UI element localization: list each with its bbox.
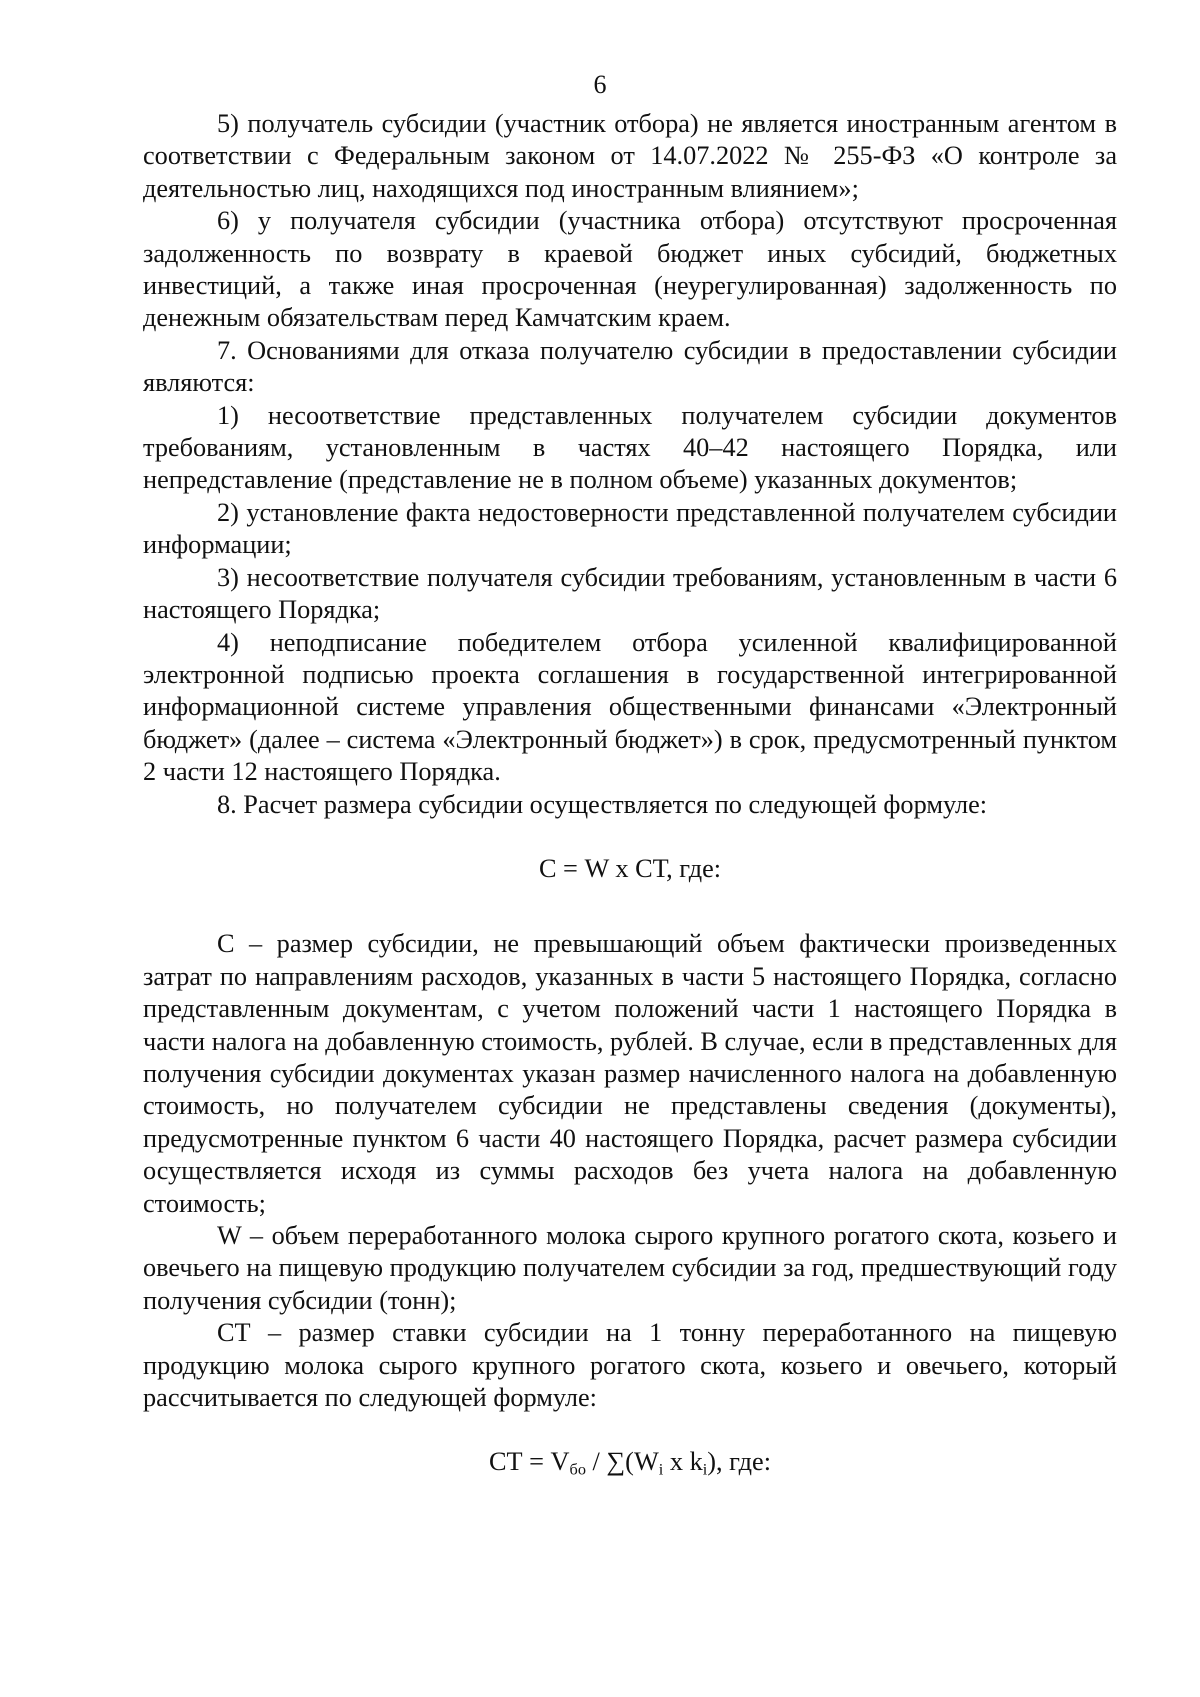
paragraph-section-7: 7. Основаниями для отказа получателю субсидии в предоставлении субсидии являются: [143, 335, 1117, 398]
formula-subsidy: С = W x СТ, где: [538, 853, 722, 883]
formula-rate [143, 1414, 1117, 1478]
document-body [143, 108, 1117, 1479]
paragraph-refusal-1: 1) несоответствие представленных получателем субсидии документов требованиям, установленным в частях 40–42 настоящего Порядка, или непредставление (представление не в полном объеме) указанных документов; [143, 400, 1117, 495]
paragraph-refusal-2: 2) установление факта недостоверности представленной получателем субсидии информации; [143, 497, 1117, 560]
formula-rate-mid: / ∑(W [585, 1447, 659, 1477]
formula-rate-lhs: СТ = V [488, 1447, 570, 1477]
formula-rate-sub-bo: бо [569, 1460, 586, 1479]
paragraph-definition-c: С – размер субсидии, не превышающий объем фактически произведенных затрат по направлениям расходов, указанных в части 5 настоящего Порядка, согласно представленным документам, с учетом положений части 1 настоящего Порядка в части налога на добавленную стоимость, рублей. В случае, если в представленных для получения субсидии документах указан размер начисленного налога на добавленную стоимость, но получателем субсидии не представлены сведения (документы), предусмотренные пунктом 6 части 40 настоящего Порядка, расчет размера субсидии осуществляется исходя из суммы расходов без учета налога на добавленную стоимость; [143, 929, 1118, 1218]
paragraph-refusal-3: 3) несоответствие получателя субсидии требованиям, установленным в части 6 настоящего Порядка; [143, 562, 1117, 625]
page-number: 6 [593, 70, 607, 99]
formula-rate-mid2: x k [663, 1447, 703, 1477]
paragraph-definition-w: W – объем переработанного молока сырого крупного рогатого скота, козьего и овечьего на пищевую продукцию получателем субсидии за год, предшествующий году получения субсидии (тонн); [143, 1221, 1117, 1315]
formula-rate-sub-i2: i [702, 1460, 708, 1479]
paragraph-item-6: 6) у получателя субсидии (участника отбора) отсутствуют просроченная задолженность по возврату в краевой бюджет иных субсидий, бюджетных инвестиций, а также иная просроченная (неурегулированная) задолженность по денежным обязательствам перед Камчатским краем. [143, 206, 1117, 333]
paragraph-definition-ct: СТ – размер ставки субсидии на 1 тонну переработанного на пищевую продукцию молока сырого крупного рогатого скота, козьего и овечьего, который рассчитывается по следующей формуле: [143, 1318, 1117, 1413]
paragraph-refusal-4: 4) неподписание победителем отбора усиленной квалифицированной электронной подписью проекта соглашения в государственной интегрированной информационной системе управления общественными финансами «Электронный бюджет» (далее – система «Электронный бюджет») в срок, предусмотренный пунктом 2 части 12 настоящего Порядка. [143, 627, 1117, 787]
formula-rate-tail: ), где: [707, 1447, 772, 1477]
formula-rate-sub-i1: i [658, 1460, 664, 1479]
paragraph-item-5: 5) получатель субсидии (участник отбора) не является иностранным агентом в соответствии с Федеральным законом от 14.07.2022 № 255-ФЗ «О контроле за деятельностью лиц, находящихся под иностранным влиянием»; [143, 109, 1117, 203]
paragraph-section-8: 8. Расчет размера субсидии осуществляется по следующей формуле: [217, 789, 988, 819]
